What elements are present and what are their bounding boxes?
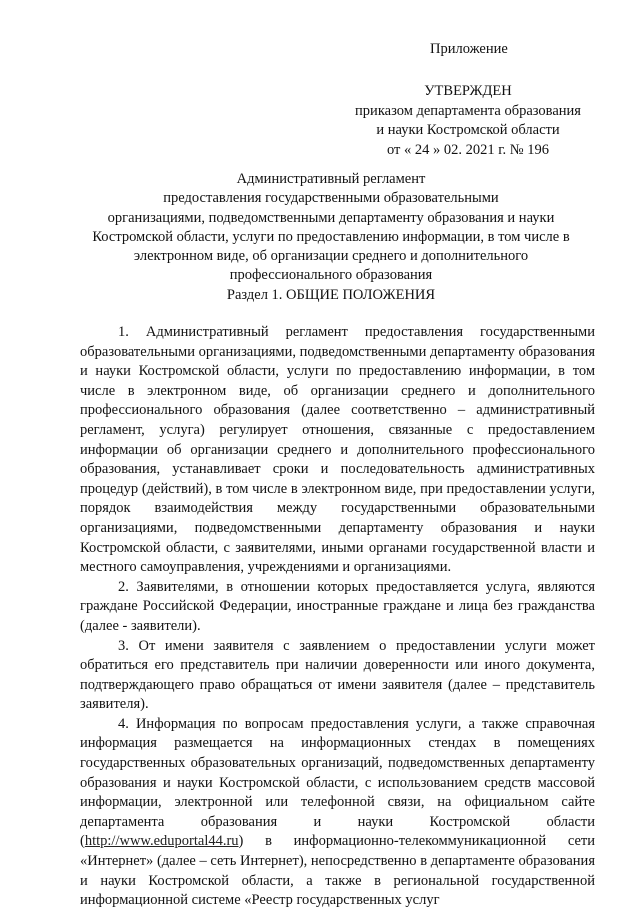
title-line: Костромской области, услуги по предоставлению информации, в том числе в (92, 228, 570, 245)
title-line: Административный регламент (236, 171, 426, 187)
approval-line: приказом департамента образования (355, 102, 581, 119)
paragraph-4-text-rest: ) в информационно-телекоммуникационной сети «Интернет» (далее – сеть Интернет), непосредственно в департаменте образования и науки Костромской области, а также в региональной государственной информационной системе «Реестр государственных услуг (80, 833, 595, 909)
title-line: организациями, подведомственными департаменту образования и науки (107, 209, 555, 226)
section-heading: Раздел 1. ОБЩИЕ ПОЛОЖЕНИЯ (226, 287, 436, 303)
document-title (80, 170, 582, 286)
approval-line: УТВЕРЖДЕН (424, 83, 512, 99)
title-line: электронном виде, об организации среднего и дополнительного (133, 248, 529, 265)
document-body (80, 323, 595, 911)
paragraph-2: 2. Заявителями, в отношении которых предоставляется услуга, являются граждане Российской Федерации, иностранные граждане и лица без гражданства (далее - заявители). (80, 578, 595, 634)
approval-line: от « 24 » 02. 2021 г. № 196 (386, 141, 550, 158)
paragraph-3: 3. От имени заявителя с заявлением о предоставлении услуги может обратиться его представитель при наличии доверенности или иного документа, подтверждающего право обращаться от имени заявителя (далее – представитель заявителя). (80, 637, 595, 713)
approval-line: и науки Костромской области (376, 122, 560, 138)
title-line: профессионального образования (229, 267, 433, 284)
title-line: предоставления государственными образовательными (163, 190, 499, 207)
approval-block (346, 82, 590, 160)
paragraph-4-text: 4. Информация по вопросам предоставления услуги, а также справочная информация размещается на информационных стендах в помещениях государственных образовательных организаций, подведомственных департаменту образования и науки Костромской области, с использованием средств массовой информации, электронной или телефонной связи, на официальном сайте департамента образования и науки Костромской области ( (80, 715, 595, 850)
appendix-label: Приложение (430, 41, 508, 57)
paragraph-1: 1. Административный регламент предоставления государственными образовательными организациями, подведомственными департаменту образования и науки Костромской области, услуги по предоставлению информации, в том числе в электронном виде, об организации среднего и дополнительного профессионального образования (далее соответственно – административный регламент, услуга) регулирует отношения, связанные с предоставлением информации об организации среднего и дополнительного профессионального образования, устанавливает сроки и последовательность административных процедур (действий), в том числе в электронном виде, при предоставлении услуги, порядок взаимодействия между государственными образовательными организациями, подведомственными департаменту образования и науки Костромской области, с заявителями, иными органами государственной власти и местного самоуправления, учреждениями и организациями. (80, 324, 595, 576)
eduportal-link[interactable]: http://www.eduportal44.ru (84, 833, 239, 850)
paragraph-4 (80, 715, 595, 911)
